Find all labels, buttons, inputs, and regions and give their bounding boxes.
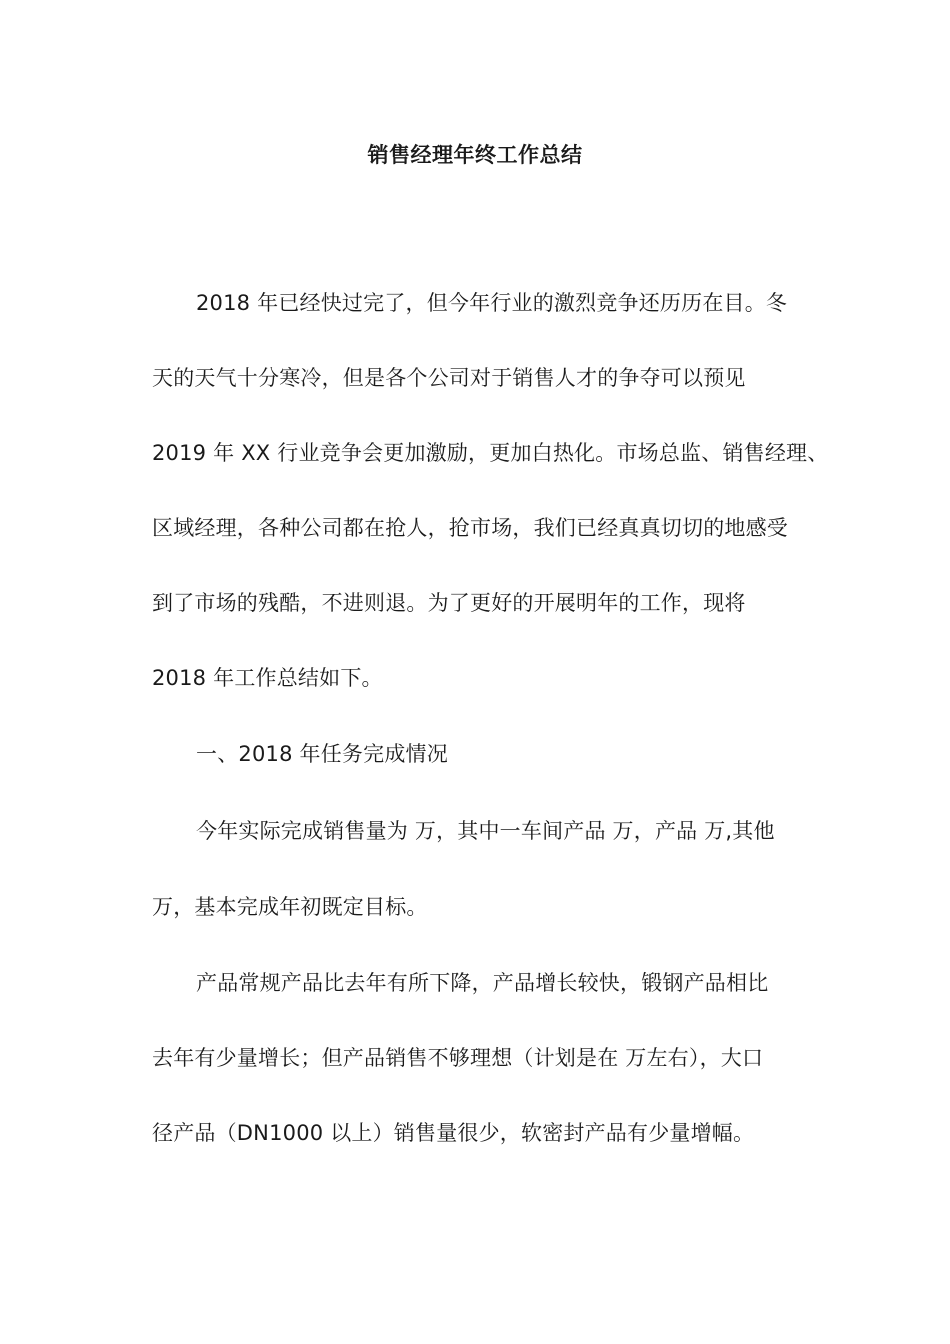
paragraph-line-3: 2019 年 XX 行业竞争会更加激励，更加白热化。市场总监、销售经理、 (152, 441, 829, 465)
paragraph-line-10: 去年有少量增长；但产品销售不够理想（计划是在 万左右），大口 (152, 1046, 764, 1070)
paragraph-line-4: 区域经理，各种公司都在抢人，抢市场，我们已经真真切切的地感受 (152, 516, 788, 540)
paragraph-line-1: 2018 年已经快过完了，但今年行业的激烈竞争还历历在目。冬 (196, 291, 788, 315)
paragraph-line-5: 到了市场的残酷，不进则退。为了更好的开展明年的工作，现将 (152, 591, 746, 615)
document-title: 销售经理年终工作总结 (367, 143, 583, 167)
paragraph-line-6: 2018 年工作总结如下。 (152, 666, 383, 690)
paragraph-line-2: 天的天气十分寒冷，但是各个公司对于销售人才的争夺可以预见 (152, 366, 746, 390)
paragraph-line-9: 产品常规产品比去年有所下降，产品增长较快，锻钢产品相比 (196, 971, 769, 995)
paragraph-line-11: 径产品（DN1000 以上）销售量很少，软密封产品有少量增幅。 (152, 1121, 755, 1145)
paragraph-line-8: 万，基本完成年初既定目标。 (152, 895, 428, 919)
paragraph-line-7: 今年实际完成销售量为 万，其中一车间产品 万，产品 万,其他 (196, 819, 775, 843)
section-heading: 一、2018 年任务完成情况 (196, 742, 448, 766)
